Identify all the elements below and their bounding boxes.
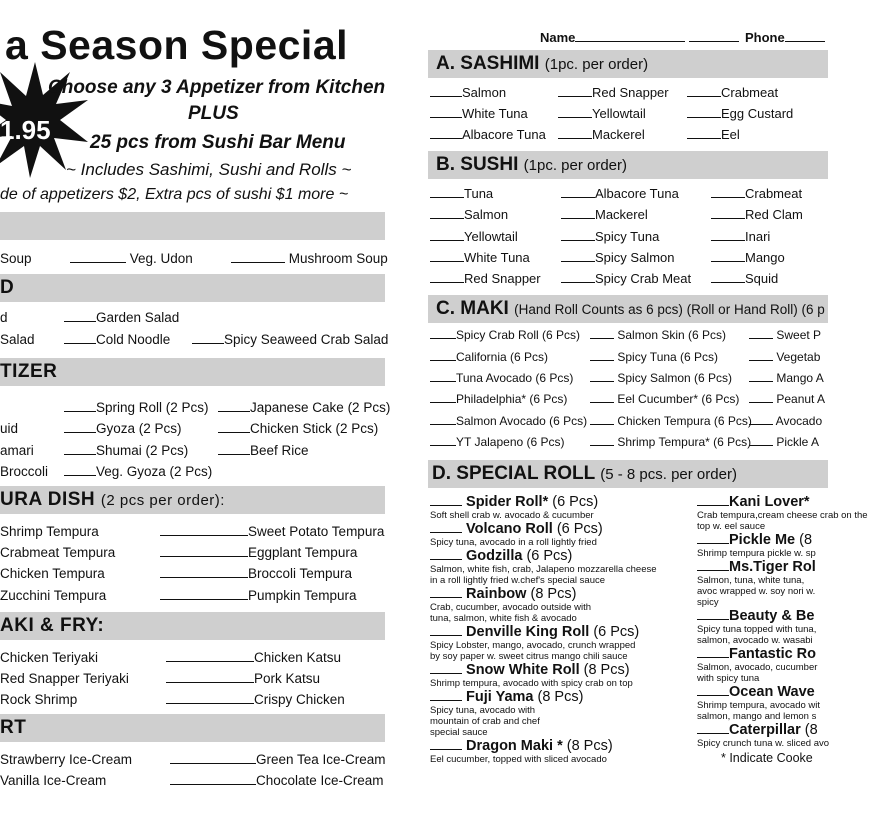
maki-item[interactable]: Tuna Avocado (6 Pcs) [430, 370, 573, 385]
appetizer-item[interactable]: Japanese Cake (2 Pcs) [218, 400, 390, 415]
maki-section-title: C. MAKI (Hand Roll Counts as 6 pcs) (Roll or Hand Roll) (6 p [436, 298, 825, 319]
appetizer-item[interactable]: Veg. Gyoza (2 Pcs) [64, 464, 212, 479]
teriyaki-item[interactable]: Chicken Katsu [166, 650, 341, 665]
soup-item[interactable]: Veg. Udon [70, 251, 193, 266]
appetizer-section-title: TIZER [0, 361, 58, 382]
sushi-item[interactable]: Albacore Tuna [561, 186, 679, 201]
teriyaki-item[interactable]: Rock Shrimp [0, 692, 78, 707]
teriyaki-item[interactable]: Chicken Teriyaki [0, 650, 99, 665]
maki-item[interactable]: Chicken Tempura (6 Pcs) [590, 413, 752, 428]
sashimi-item[interactable]: Salmon [430, 85, 506, 100]
sushi-item[interactable]: Spicy Salmon [561, 250, 674, 265]
special-roll-item[interactable]: Fantastic Ro Salmon, avocado, cucumber with spicy tuna [697, 646, 818, 684]
promo-line-2: PLUS [188, 103, 239, 124]
tempura-item[interactable]: Broccoli Tempura [160, 566, 352, 581]
appetizer-item[interactable]: Beef Rice [218, 443, 309, 458]
maki-item[interactable]: Eel Cucumber* (6 Pcs) [590, 391, 739, 406]
maki-item[interactable]: Sweet P [749, 327, 821, 342]
dessert-section-bar [0, 714, 385, 742]
appetizer-item[interactable]: Shumai (2 Pcs) [64, 443, 188, 458]
tempura-item[interactable]: Zucchini Tempura [0, 588, 107, 603]
sushi-item[interactable]: Mango [711, 250, 785, 265]
maki-item[interactable]: Spicy Salmon (6 Pcs) [590, 370, 732, 385]
sushi-item[interactable]: Spicy Crab Meat [561, 271, 691, 286]
sashimi-item[interactable]: Red Snapper [558, 85, 669, 100]
cooked-note: * Indicate Cooke [721, 751, 813, 765]
dessert-item[interactable]: Vanilla Ice-Cream [0, 773, 107, 788]
sashimi-section-title: A. SASHIMI (1pc. per order) [436, 53, 649, 74]
tempura-item[interactable]: Eggplant Tempura [160, 545, 357, 560]
sushi-item[interactable]: Spicy Tuna [561, 229, 659, 244]
appetizer-item: Broccoli [0, 464, 49, 479]
dessert-item[interactable]: Chocolate Ice-Cream [170, 773, 384, 788]
special-roll-column-1 [430, 494, 700, 765]
sashimi-item[interactable]: Albacore Tuna [430, 127, 546, 142]
sushi-item[interactable]: White Tuna [430, 250, 530, 265]
maki-item[interactable]: Spicy Crab Roll (6 Pcs) [430, 327, 580, 342]
dessert-section-title: RT [0, 717, 27, 738]
promo-line-5: de of appetizers $2, Extra pcs of sushi $1 more ~ [0, 186, 349, 203]
special-roll-item[interactable]: Volcano Roll (6 Pcs) Spicy tuna, avocado in a roll lightly fried [430, 521, 603, 548]
sushi-item[interactable]: Yellowtail [430, 229, 518, 244]
maki-item[interactable]: Salmon Skin (6 Pcs) [590, 327, 726, 342]
tempura-item[interactable]: Pumpkin Tempura [160, 588, 357, 603]
promo-line-1: Choose any 3 Appetizer from Kitchen [48, 77, 386, 98]
special-roll-item[interactable]: Pickle Me (8 Shrimp tempura pickle w. sp [697, 532, 816, 559]
teriyaki-item[interactable]: Pork Katsu [166, 671, 320, 686]
special-roll-item[interactable]: Beauty & Be Spicy tuna topped with tuna, salmon, avocado w. wasabi [697, 608, 817, 646]
appetizer-section-bar [0, 358, 385, 386]
promo-line-4: ~ Includes Sashimi, Sushi and Rolls ~ [66, 160, 352, 179]
teriyaki-item[interactable]: Crispy Chicken [166, 692, 345, 707]
maki-item[interactable]: Peanut A [749, 391, 825, 406]
sushi-item[interactable]: Tuna [430, 186, 493, 201]
special-roll-item[interactable]: Ocean Wave Shrimp tempura, avocado wit salmon, mango and lemon s [697, 684, 821, 722]
sushi-section-title: B. SUSHI (1pc. per order) [436, 154, 628, 175]
salad-section-bar [0, 274, 385, 302]
sashimi-item[interactable]: White Tuna [430, 106, 528, 121]
tempura-section-title: URA DISH (2 pcs per order): [0, 489, 225, 510]
sushi-item[interactable]: Salmon [430, 207, 508, 222]
sashimi-item[interactable]: Yellowtail [558, 106, 646, 121]
maki-item[interactable]: Avocado [749, 413, 822, 428]
sashimi-item[interactable]: Mackerel [558, 127, 645, 142]
sushi-item[interactable]: Red Clam [711, 207, 803, 222]
special-roll-item[interactable]: Dragon Maki * (8 Pcs) Eel cucumber, topped with sliced avocado [430, 738, 613, 765]
sashimi-item[interactable]: Eel [687, 127, 740, 142]
salad-item[interactable]: Spicy Seaweed Crab Salad [192, 332, 388, 347]
special-roll-item[interactable]: Rainbow (8 Pcs) Crab, cucumber, avocado outside with tuna, salmon, white fish & avocado [430, 586, 592, 624]
special-roll-item[interactable]: Snow White Roll (8 Pcs) Shrimp tempura, avocado with spicy crab on top [430, 662, 633, 689]
tempura-item[interactable]: Chicken Tempura [0, 566, 105, 581]
maki-item[interactable]: Spicy Tuna (6 Pcs) [590, 349, 718, 364]
special-roll-section-title: D. SPECIAL ROLL (5 - 8 pcs. per order) [432, 463, 737, 484]
appetizer-item: amari [0, 443, 34, 458]
sushi-item[interactable]: Inari [711, 229, 770, 244]
salad-item[interactable]: Garden Salad [64, 310, 179, 325]
appetizer-item[interactable]: Gyoza (2 Pcs) [64, 421, 182, 436]
tempura-item[interactable]: Sweet Potato Tempura [160, 524, 384, 539]
maki-item[interactable]: Philadelphia* (6 Pcs) [430, 391, 567, 406]
maki-item[interactable]: Salmon Avocado (6 Pcs) [430, 413, 587, 428]
promo-line-3: 25 pcs from Sushi Bar Menu [90, 132, 346, 153]
tempura-item[interactable]: Shrimp Tempura [0, 524, 99, 539]
sushi-item[interactable]: Mackerel [561, 207, 648, 222]
dessert-item[interactable]: Green Tea Ice-Cream [170, 752, 386, 767]
maki-item[interactable]: Pickle A [749, 434, 819, 449]
maki-item[interactable]: California (6 Pcs) [430, 349, 548, 364]
teriyaki-section-title: AKI & FRY: [0, 615, 105, 636]
special-roll-item[interactable]: Godzilla (6 Pcs) Salmon, white fish, crab, Jalapeno mozzarella cheese in a roll lightly fried w.chef's special sauce [430, 548, 657, 586]
maki-item[interactable]: Mango A [749, 370, 824, 385]
sushi-item[interactable]: Crabmeat [711, 186, 802, 201]
salad-item[interactable]: Cold Noodle [64, 332, 170, 347]
maki-item[interactable]: Shrimp Tempura* (6 Pcs) [590, 434, 751, 449]
special-roll-item[interactable]: Caterpillar (8 Spicy crunch tuna w. sliced avo [697, 722, 830, 749]
special-roll-item[interactable]: Ms.Tiger Rol Salmon, tuna, white tuna, avoc wrapped w. soy nori w. spicy [697, 559, 816, 608]
sushi-item[interactable]: Squid [711, 271, 778, 286]
tempura-item[interactable]: Crabmeat Tempura [0, 545, 116, 560]
maki-item[interactable]: YT Jalapeno (6 Pcs) [430, 434, 565, 449]
price-label: 1.95 [0, 115, 51, 145]
sashimi-item[interactable]: Crabmeat [687, 85, 778, 100]
special-roll-item[interactable]: Kani Lover* Crab tempura,cream cheese crab on the top w. eel sauce [697, 494, 868, 532]
phone-field[interactable]: Phone [745, 30, 825, 45]
name-field[interactable]: Name [540, 30, 739, 45]
special-roll-item[interactable]: Spider Roll* (6 Pcs) Soft shell crab w. avocado & cucumber [430, 494, 599, 521]
soup-section-bar [0, 212, 385, 240]
special-roll-item[interactable]: Denville King Roll (6 Pcs) Spicy Lobster, mango, avocado, crunch wrapped by soy paper w. sweet citrus mango chili sauce [430, 624, 640, 662]
sashimi-item[interactable]: Egg Custard [687, 106, 793, 121]
dessert-item[interactable]: Strawberry Ice-Cream [0, 752, 133, 767]
sushi-item[interactable]: Red Snapper [430, 271, 541, 286]
salad-item: d [0, 310, 8, 325]
maki-item[interactable]: Vegetab [749, 349, 820, 364]
appetizer-item[interactable]: Spring Roll (2 Pcs) [64, 400, 209, 415]
soup-item[interactable]: Mushroom Soup [231, 251, 388, 266]
teriyaki-item[interactable]: Red Snapper Teriyaki [0, 671, 129, 686]
salad-item: Salad [0, 332, 35, 347]
soup-item: Soup [0, 251, 32, 266]
special-roll-column-2 [697, 494, 868, 765]
appetizer-item[interactable]: Chicken Stick (2 Pcs) [218, 421, 378, 436]
menu-title: a Season Special [5, 22, 349, 68]
salad-section-title: D [0, 277, 15, 298]
appetizer-item: uid [0, 421, 19, 436]
special-roll-item[interactable]: Fuji Yama (8 Pcs) Spicy tuna, avocado with mountain of crab and chef special sauce [430, 689, 584, 738]
